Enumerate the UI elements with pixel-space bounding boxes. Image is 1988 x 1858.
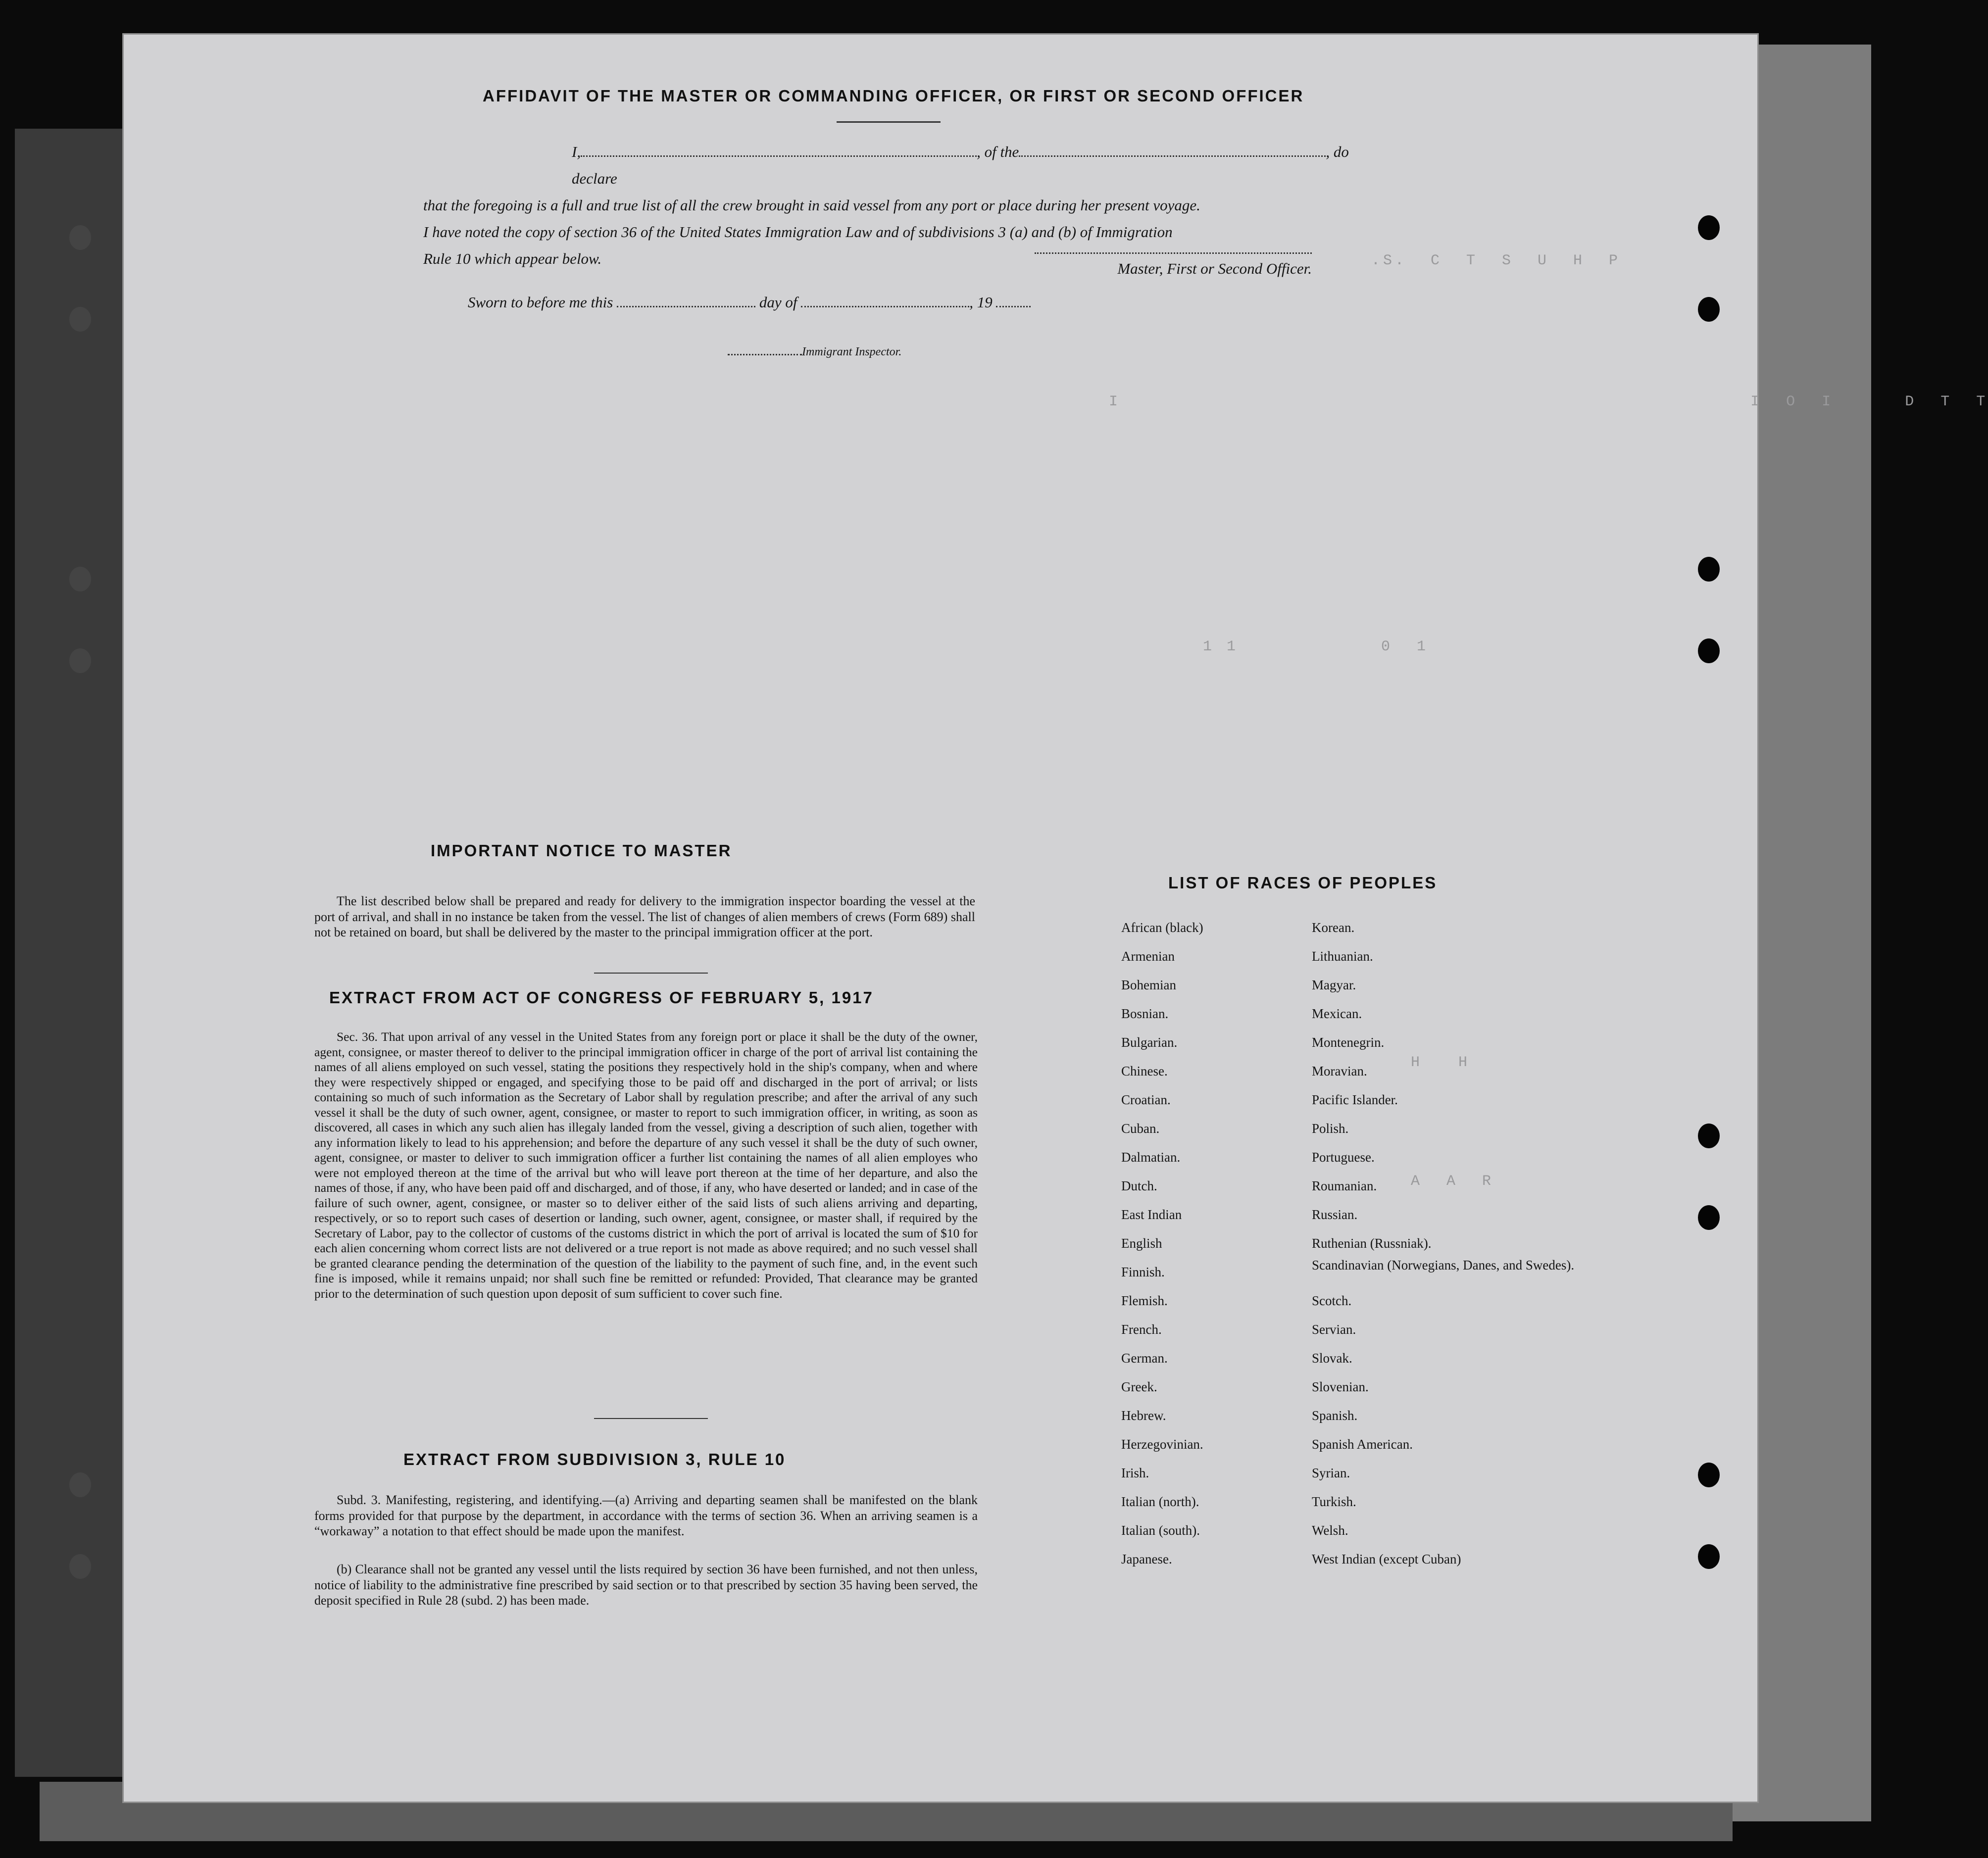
- sworn-month-field[interactable]: [801, 292, 969, 307]
- race-item: Irish.: [1121, 1466, 1149, 1480]
- vessel-field[interactable]: [1019, 142, 1326, 157]
- race-item: Bulgarian.: [1121, 1035, 1178, 1050]
- binder-hole: [1698, 1124, 1720, 1148]
- race-item: German.: [1121, 1351, 1168, 1366]
- race-item: Lithuanian.: [1312, 949, 1373, 964]
- binder-hole: [1698, 215, 1720, 240]
- binder-hole: [1698, 1544, 1720, 1569]
- declaration-line-3: I have noted the copy of section 36 of the United States Immigration Law and of subdivisions 3 (a) and (b) of Immigration: [423, 223, 1173, 241]
- signature-caption: Master, First or Second Officer.: [1117, 260, 1312, 277]
- bleed-through-mark: H H: [1411, 1054, 1471, 1071]
- race-item: Scotch.: [1312, 1293, 1352, 1308]
- race-item: Bohemian: [1121, 978, 1176, 992]
- sworn-label: Sworn to before me this: [468, 293, 613, 311]
- binder-hole: [69, 567, 91, 591]
- race-item: Pacific Islander.: [1312, 1092, 1398, 1107]
- race-item: Hebrew.: [1121, 1408, 1166, 1423]
- race-item: Spanish.: [1312, 1408, 1358, 1423]
- notice-title: IMPORTANT NOTICE TO MASTER: [431, 841, 732, 860]
- race-item: Ruthenian (Russniak).: [1312, 1236, 1432, 1251]
- of-the-label: , of the: [977, 143, 1019, 160]
- race-item: Slovenian.: [1312, 1379, 1369, 1394]
- binder-hole: [1698, 1205, 1720, 1230]
- officer-signature-field[interactable]: [1035, 252, 1312, 254]
- race-item: Herzegovinian.: [1121, 1437, 1203, 1452]
- bleed-through-mark: I I O I D T T: [1109, 393, 1988, 410]
- race-item: English: [1121, 1236, 1162, 1251]
- name-field[interactable]: [581, 142, 977, 157]
- race-item: Bosnian.: [1121, 1006, 1169, 1021]
- i-label: I,: [572, 143, 581, 160]
- race-item: French.: [1121, 1322, 1162, 1337]
- race-item: Mexican.: [1312, 1006, 1362, 1021]
- races-title: LIST OF RACES OF PEOPLES: [1168, 874, 1438, 892]
- inspector-signature-field[interactable]: [728, 344, 802, 355]
- sworn-day-field[interactable]: [617, 292, 755, 307]
- binder-hole: [1698, 557, 1720, 582]
- rule-extract-para-b: (b) Clearance shall not be granted any vessel until the lists required by section 36 have been furnished, and not then unless, notice of liability to the administrative fine prescribed by said section or to that prescribed by section 35 having been served, the deposit specified in Rule 28 (subd. 2) has been made.: [314, 1562, 978, 1608]
- race-item: Portuguese.: [1312, 1150, 1375, 1165]
- declare-label: , do declare: [572, 143, 1349, 187]
- rule-extract-title: EXTRACT FROM SUBDIVISION 3, RULE 10: [403, 1450, 786, 1468]
- race-item: Croatian.: [1121, 1092, 1171, 1107]
- race-item: Spanish American.: [1312, 1437, 1413, 1452]
- race-item: Servian.: [1312, 1322, 1356, 1337]
- declaration-line-1: [423, 139, 1349, 192]
- officer-signature-block: [1035, 252, 1312, 278]
- race-item: Slovak.: [1312, 1351, 1352, 1366]
- race-item: Armenian: [1121, 949, 1175, 964]
- race-item: Montenegrin.: [1312, 1035, 1385, 1050]
- document-page: [124, 35, 1988, 1802]
- race-item: Flemish.: [1121, 1293, 1168, 1308]
- declaration-line-4: Rule 10 which appear below.: [423, 250, 602, 267]
- binder-hole: [1698, 638, 1720, 663]
- binder-hole: [69, 1554, 91, 1579]
- act-extract-body: Sec. 36. That upon arrival of any vessel in the United States from any foreign port or place it shall be the duty of the owner, agent, consignee, or master thereof to deliver to the principal immigration officer in charge of the port of arrival list containing the names of all aliens employed on such vessel, stating the positions they respectively hold in the ship's company, when and where they were respectively shipped or engaged, and specifying those to be paid off and discharged in the port of arrival; or lists containing so much of such information as the Secretary of Labor shall by regulation prescribe; and after the arrival of any such vessel it shall be the duty of such owner, agent, consignee, or master to report to such immigration officer, in writing, as soon as discovered, all cases in which any such alien has illegaly landed from the vessel, giving a description of such alien, together with any information likely to lead to his apprehension; and before the departure of any such vessel it shall be the duty of such owner, agent, consignee, or master to deliver to such immigration officer a further list containing the names of all alien employes who were not employed thereon at the time of the arrival but who will leave port thereon at the time of her departure, and also the names of those, if any, who have been paid off and discharged, and of those, if any, who have deserted or landed; and in case of the failure of such owner, agent, consignee, or master so to deliver either of the said lists of such aliens arriving and departing, respectively, or so to report such cases of desertion or landing, such owner, agent, consignee, or master shall, if required by the Secretary of Labor, pay to the collector of customs of the customs district in which the port of arrival is located the sum of $10 for each alien concerning whom correct lists are not delivered or a true report is not made as above required; and no such vessel shall be granted clearance pending the determination of the question of the liability to the payment of such fine, and, in the event such fine is imposed, while it remains unpaid; nor shall such fine be remitted or refunded: Provided, That clearance may be granted prior to the determination of such question upon deposit of sum sufficient to cover such fine.: [314, 1029, 978, 1301]
- race-item: Italian (south).: [1121, 1523, 1200, 1538]
- binder-hole: [1698, 297, 1720, 322]
- race-item: Dalmatian.: [1121, 1150, 1181, 1165]
- race-item: Scandinavian (Norwegians, Danes, and Swedes).: [1312, 1258, 1575, 1272]
- notice-divider: [594, 973, 708, 974]
- rule-extract-para-a: Subd. 3. Manifesting, registering, and identifying.—(a) Arriving and departing seamen shall be manifested on the blank forms provided for that purpose by the department, in accordance with the terms of section 36. When an arriving seamen is a “workaway” a notation to that effect should be made upon the manifest.: [314, 1493, 978, 1538]
- bleed-through-mark: .S. C T S U H P: [1371, 252, 1621, 269]
- race-item: Turkish.: [1312, 1494, 1356, 1509]
- races-right-column: [1312, 913, 1575, 1573]
- bleed-through-mark: A A R: [1411, 1173, 1494, 1190]
- affidavit-title: AFFIDAVIT OF THE MASTER OR COMMANDING OFFICER, OR FIRST OR SECOND OFFICER: [483, 87, 1304, 105]
- race-item: West Indian (except Cuban): [1312, 1552, 1461, 1566]
- binder-hole: [69, 307, 91, 332]
- binder-hole: [1698, 1463, 1720, 1487]
- race-item: Polish.: [1312, 1121, 1349, 1136]
- underlying-sheet-left: [15, 129, 129, 1777]
- race-item: Italian (north).: [1121, 1494, 1199, 1509]
- bleed-through-mark: 1 1 0 1: [1203, 638, 1429, 655]
- race-item: Korean.: [1312, 920, 1355, 935]
- races-left-column: [1121, 913, 1309, 1573]
- inspector-line: [728, 344, 901, 359]
- sworn-line: [468, 292, 1031, 311]
- race-item: African (black): [1121, 920, 1203, 935]
- year-prefix: , 19: [969, 293, 993, 311]
- race-item: Moravian.: [1312, 1064, 1367, 1078]
- day-of-label: day of: [759, 293, 797, 311]
- race-item: Magyar.: [1312, 978, 1356, 992]
- race-item: Chinese.: [1121, 1064, 1168, 1078]
- race-item: Finnish.: [1121, 1265, 1165, 1279]
- inspector-caption: Immigrant Inspector.: [802, 345, 902, 358]
- race-item: Japanese.: [1121, 1552, 1172, 1566]
- race-item: East Indian: [1121, 1207, 1182, 1222]
- binder-hole: [69, 648, 91, 673]
- race-item: Russian.: [1312, 1207, 1358, 1222]
- act-divider: [594, 1418, 708, 1419]
- declaration-line-2: that the foregoing is a full and true list of all the crew brought in said vessel from any port or place during her present voyage.: [423, 196, 1200, 214]
- race-item: Roumanian.: [1312, 1178, 1377, 1193]
- act-extract-title: EXTRACT FROM ACT OF CONGRESS OF FEBRUARY 5, 1917: [329, 988, 874, 1007]
- race-item: Dutch.: [1121, 1178, 1157, 1193]
- binder-hole: [69, 225, 91, 250]
- race-item: Welsh.: [1312, 1523, 1348, 1538]
- race-item: Cuban.: [1121, 1121, 1160, 1136]
- sworn-year-field[interactable]: [996, 292, 1031, 307]
- notice-body: The list described below shall be prepared and ready for delivery to the immigration inspector boarding the vessel at the port of arrival, and shall in no instance be taken from the vessel. The list of changes of alien members of crews (Form 689) shall not be retained on board, but shall be delivered by the master to the principal immigration officer at the port.: [314, 894, 975, 939]
- race-item: Greek.: [1121, 1379, 1157, 1394]
- race-item: Syrian.: [1312, 1466, 1350, 1480]
- title-divider: [837, 121, 941, 123]
- binder-hole: [69, 1472, 91, 1497]
